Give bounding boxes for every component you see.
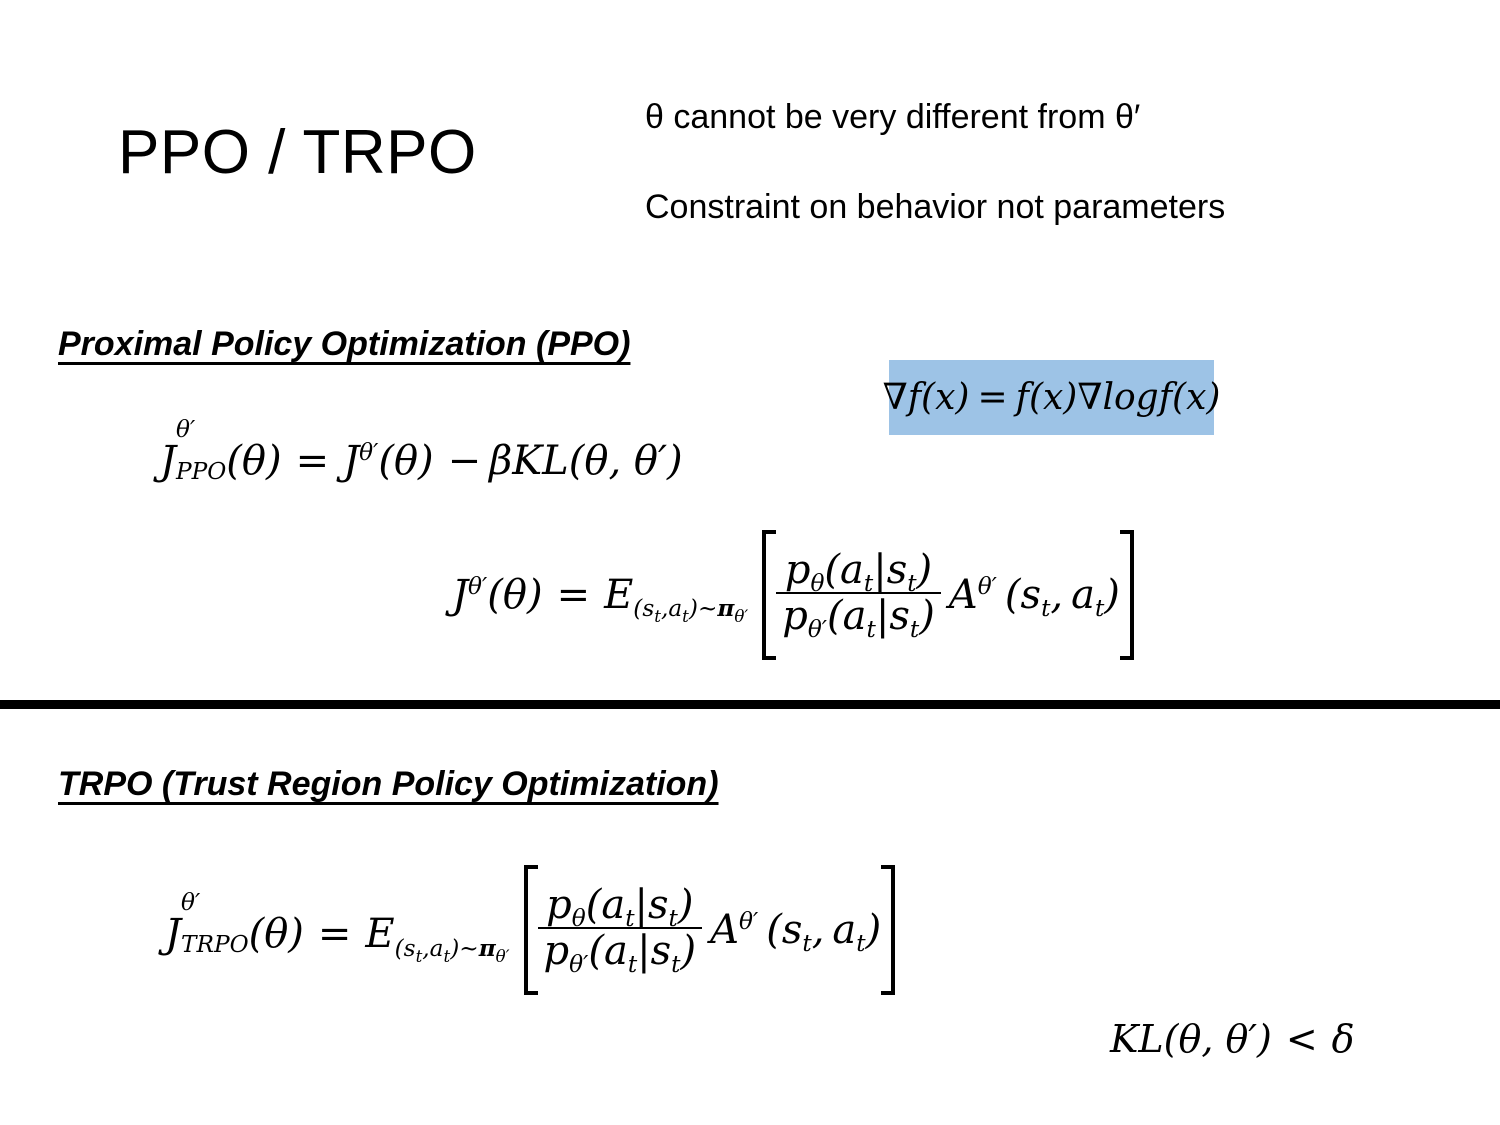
bracket-left-ppo (762, 530, 776, 660)
advantage-term-ppo: $A^{\theta'}$ ($s_t$, $a_t$) (948, 572, 1120, 623)
nabla-icon: ∇ (882, 376, 908, 418)
equation-j-theta-prime: $J^{\theta'}(\theta) = E_{(s_t,a_t)\sim\pi_{\theta'}}$ $\frac{p_\theta(a_t|s_t)}{p_{\theta'}(a_t|s_t)}$ $A^{\theta'}$ ($s_t$, $a_t$) (452, 530, 1134, 660)
page-title: PPO / TRPO (118, 118, 477, 187)
note-line-behavior-constraint: Constraint on behavior not parameters (645, 188, 1226, 226)
nabla-icon-2: ∇ (1077, 376, 1103, 418)
bracket-right-ppo (1120, 530, 1134, 660)
note-line-theta-constraint: θ cannot be very different from θ′ (645, 98, 1141, 136)
importance-ratio-ppo: $\frac{p_\theta(a_t|s_t)}{p_{\theta'}(a_t|s_t)}$ (776, 550, 941, 636)
section-heading-trpo: TRPO (Trust Region Policy Optimization) (58, 765, 719, 803)
equation-trpo-objective: J θ′ TRPO $(\theta) = E_{(s_t,a_t)\sim\pi_{\theta'}}$ $\frac{p_\theta(a_t|s_t)}{p_{\theta'}(a_t|s_t)}$ $A^{\theta'}$ ($s_t$, $a_t$) (165, 865, 895, 995)
advantage-term-trpo: $A^{\theta'}$ ($s_t$, $a_t$) (710, 907, 882, 958)
gradient-log-identity-box (882, 360, 1221, 435)
section-divider (0, 700, 1500, 709)
bracket-left-trpo (524, 865, 538, 995)
gradient-log-identity-formula: ∇f(x) = f(x)∇logf(x) (882, 376, 1221, 418)
section-heading-ppo: Proximal Policy Optimization (PPO) (58, 325, 631, 363)
equation-kl-constraint: KL(θ, θ′) < δ (1110, 1017, 1355, 1061)
importance-ratio-trpo: $\frac{p_\theta(a_t|s_t)}{p_{\theta'}(a_t|s_t)}$ (538, 885, 703, 971)
bracket-right-trpo (881, 865, 895, 995)
equation-ppo-objective: J θ′ PPO $(\theta) = J^{\theta'}(\theta) - \beta KL(\theta$, θ′) (160, 416, 683, 485)
